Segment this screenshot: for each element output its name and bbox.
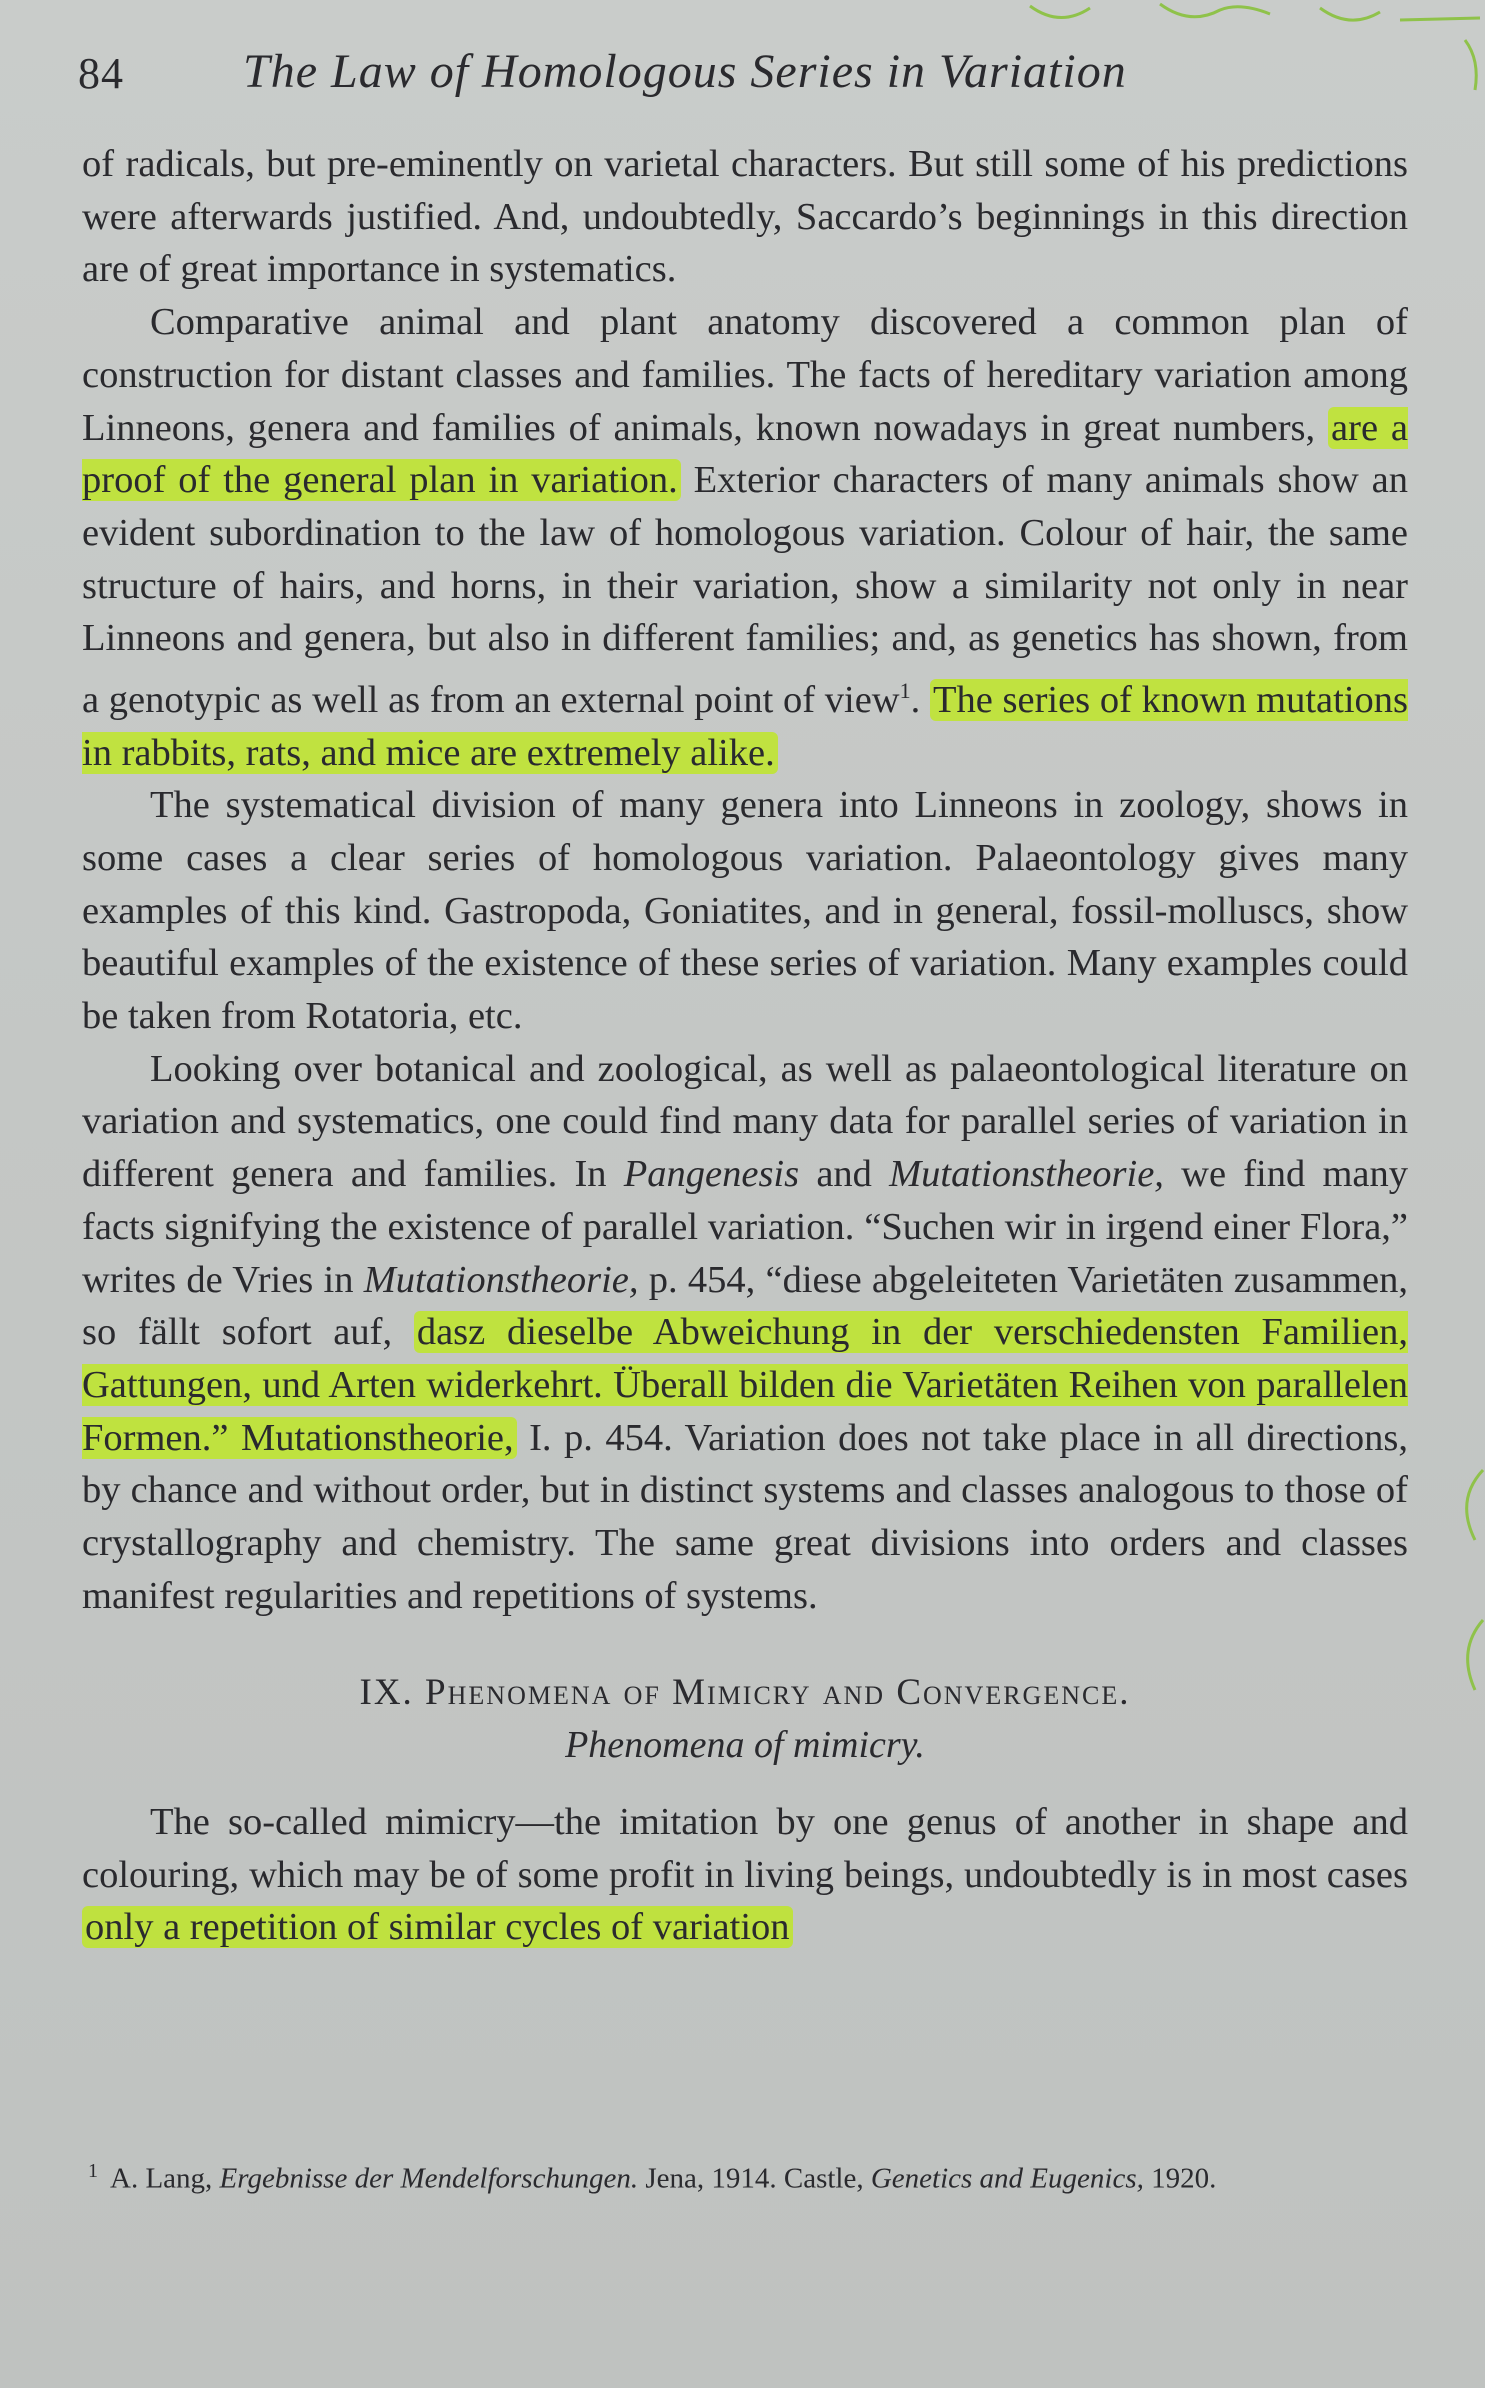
highlight-repetition: only a repetition of similar cycles of variation [82,1906,793,1948]
running-title: The Law of Homologous Series in Variation [243,45,1127,98]
page-number: 84 [78,49,124,98]
highlight-mutations: The series of known mutations in rabbits, rats, and mice are extremely alike. [82,678,1409,774]
paragraph-1: of radicals, but pre-eminently on varietal characters. But still some of his predictions were afterwards justified. And, undoubtedly, Saccardo’s beginnings in this direction are of great importance in systematics. [82,143,1408,291]
section-heading: IX. Phenomena of Mimicry and Convergence. [359,1671,1131,1713]
footnote-mark: 1 [88,2160,98,2182]
footnote: $^1$ A. Lang, Ergebnisse der Mendelforschungen. Jena, 1914. Castle, Genetics and Eugenics, 1920. [88,2160,1217,2195]
paragraph-5: The so-called mimicry—the imitation by one genus of another in shape and colouring, which may be of some profit in living beings, undoubtedly is in most cases only a repetition of similar cycles of variation [82,1800,1408,1949]
paragraph-3: The systematical division of many genera into Linneons in zoology, shows in some cases a clear series of homologous variation. Palaeontology gives many examples of this kind. Gastropoda, Goniatites, and in general, fossil-molluscs, show beautiful examples of the existence of these series of variation. Many examples could be taken from Rotatoria, etc. [82,784,1408,1038]
footnote-ref: 1 [899,678,911,704]
pen-marks-top [1020,0,1485,40]
sub-heading: Phenomena of mimicry. [565,1724,925,1767]
margin-pen-marks [1445,0,1485,2388]
page-header [78,40,1418,110]
highlight-general-plan: are a proof of the general plan in variation. [82,406,1408,502]
paragraph-2: Comparative animal and plant anatomy discovered a common plan of construction for distant classes and families. The facts of hereditary variation among Linneons, genera and families of animals, known nowadays in great numbers, are a proof of the general plan in variation. Exterior characters of many animals show an evident subordination to the law of homologous variation. Colour of hair, the same structure of hairs, and horns, in their variation, show a similarity not only in near Linneons and genera, but also in different families; and, as genetics has shown, from a genotypic as well as from an external point of view$^1$. The series of known mutations in rabbits, rats, and mice are extremely alike. [82,301,1409,774]
body-text [82,138,1408,1954]
highlight-de-vries-quote: dasz dieselbe Abweichung in der verschiedensten Familien, Gattungen, und Arten widerkehrt. Überall bilden die Varietäten Reihen von parallelen Formen.” Mutationstheorie, [82,1311,1408,1459]
paragraph-4: Looking over botanical and zoological, as well as palaeontological literature on variation and systematics, one could find many data for parallel series of variation in different genera and families. In Pangenesis and Mutationstheorie, we find many facts signifying the existence of parallel variation. “Suchen wir in irgend einer Flora,” writes de Vries in Mutationstheorie, p. 454, “diese abgeleiteten Varietäten zusammen, so fällt sofort auf, dasz dieselbe Abweichung in der verschiedensten Familien, Gattungen, und Arten widerkehrt. Überall bilden die Varietäten Reihen von parallelen Formen.” Mutationstheorie, I. p. 454. Variation does not take place in all directions, by chance and without order, but in distinct systems and classes analogous to those of crystallography and chemistry. The same great divisions into orders and classes manifest regularities and repetitions of systems. [82,1047,1408,1617]
